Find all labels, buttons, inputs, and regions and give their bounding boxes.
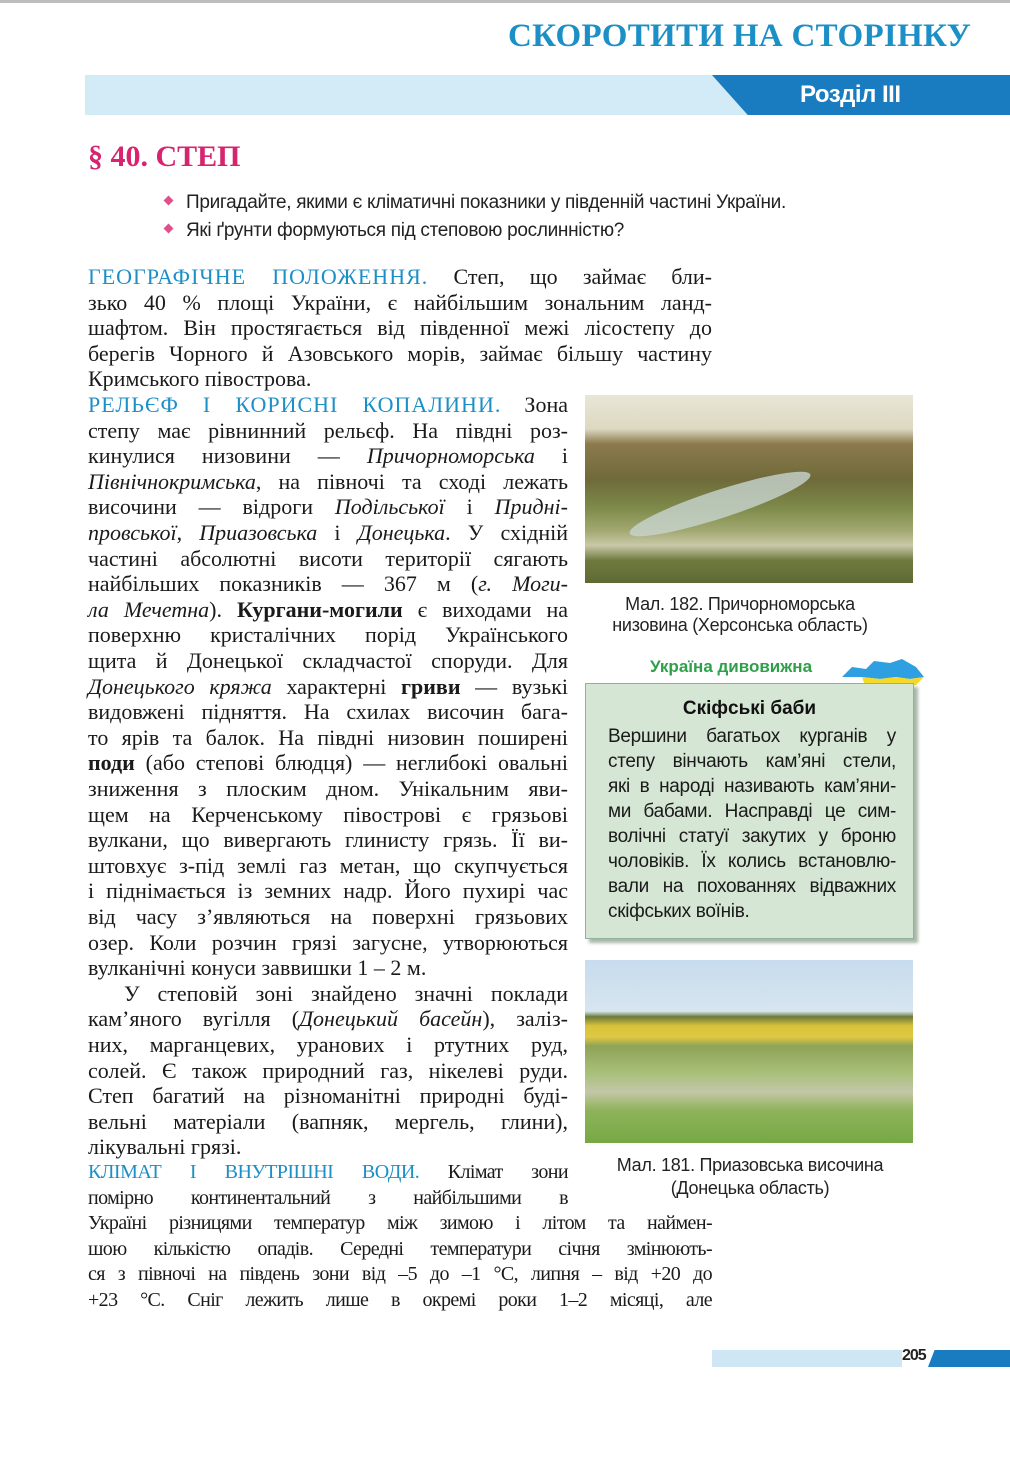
text-segment: солей. Є також природний газ, нікелеві руди. bbox=[88, 1057, 568, 1083]
river-shape bbox=[625, 461, 814, 546]
text-line bbox=[88, 1006, 568, 1031]
text-line bbox=[88, 443, 568, 468]
text-segment: Придні- bbox=[494, 494, 568, 520]
bullet-icon bbox=[164, 196, 174, 206]
text-segment: щем на Керченському півострові є грязьові bbox=[88, 801, 568, 827]
text-line bbox=[88, 776, 568, 801]
steppe-lowland-photo bbox=[585, 395, 913, 583]
text-line bbox=[88, 597, 568, 622]
text-line bbox=[88, 955, 568, 980]
text-segment: височини — відроги bbox=[88, 494, 335, 520]
text-line bbox=[88, 366, 712, 391]
section-label: Розділ III bbox=[800, 81, 901, 108]
text-segment: них, марганцевих, уранових і ртутних руд, bbox=[88, 1032, 568, 1057]
text-line bbox=[88, 827, 568, 852]
text-segment: (або степові блюдця) — неглибокі овальні bbox=[134, 750, 568, 776]
text-line bbox=[88, 315, 712, 340]
section-heading: РЕЛЬЄФ І КОРИСНІ КОПАЛИНИ. bbox=[88, 392, 502, 417]
text-line bbox=[88, 1211, 712, 1236]
text-segment: Донецький басейн bbox=[299, 1006, 483, 1032]
text-segment: провської bbox=[88, 520, 177, 545]
text-line bbox=[88, 622, 568, 647]
text-line bbox=[88, 904, 568, 929]
question-item bbox=[165, 192, 786, 214]
text-segment: ла Мечетна bbox=[88, 596, 210, 622]
page-number: 205 bbox=[902, 1347, 926, 1364]
text-line bbox=[88, 418, 568, 443]
text-line bbox=[88, 571, 568, 596]
text-segment: — вузькі bbox=[460, 673, 568, 699]
text-segment: і піднімається із земних надр. Його пухирі час bbox=[88, 878, 568, 904]
text-segment: вулкани, що вивергають глинисту грязь. Її ви- bbox=[88, 827, 568, 853]
azov-upland-photo bbox=[585, 960, 913, 1143]
text-line bbox=[88, 674, 568, 699]
text-segment: Степ багатий на різноманітні природні буді- bbox=[88, 1083, 568, 1109]
text-line bbox=[88, 520, 568, 545]
text-segment: Кримського півострова. bbox=[88, 366, 312, 392]
text-segment: . У східній bbox=[445, 520, 568, 545]
text-segment: У степовій зоні знайдено значні поклади bbox=[124, 980, 568, 1006]
text-segment: , bbox=[176, 520, 200, 545]
sidebar-text-line: чоловіків. Їх колись встановлю- bbox=[608, 851, 896, 872]
text-segment: ся з півночі на південь зони від –5 до –1 °С, липня – від +20 до bbox=[88, 1263, 712, 1286]
text-line bbox=[88, 1288, 712, 1313]
text-segment: шафтом. Він простягається від південної межі лісостепу до bbox=[88, 315, 712, 341]
text-segment: Клімат зони bbox=[419, 1161, 568, 1183]
caption-line: низовина (Херсонська область) bbox=[612, 615, 868, 635]
text-segment: гриви bbox=[401, 673, 461, 699]
text-segment: ). bbox=[209, 596, 237, 622]
text-line bbox=[88, 750, 568, 775]
text-segment: характерні bbox=[271, 673, 402, 699]
text-line bbox=[88, 494, 568, 519]
text-line bbox=[88, 1083, 568, 1108]
text-segment: лікувальні грязі. bbox=[88, 1134, 242, 1160]
text-segment: Україні різницями температур між зимою і літом та наймен- bbox=[88, 1212, 712, 1235]
sidebar-text-line: які в народі називають кам’яни- bbox=[608, 776, 896, 797]
text-line bbox=[88, 1262, 712, 1287]
top-border bbox=[0, 0, 1010, 3]
text-segment: поверхню кристалічних порід Українського bbox=[88, 622, 568, 648]
text-segment: видовжені підняття. На схилах височин бага- bbox=[88, 699, 568, 725]
figure-caption bbox=[598, 1155, 902, 1199]
text-segment: є виходами на bbox=[402, 596, 569, 622]
text-segment: Приазовська bbox=[199, 520, 318, 545]
text-segment: щита й Донецької складчастої споруди. Для bbox=[88, 648, 568, 673]
text-line bbox=[88, 1109, 568, 1134]
question-item bbox=[165, 220, 624, 242]
text-segment: Подільської bbox=[334, 494, 445, 520]
text-segment: Причорноморська bbox=[366, 443, 535, 469]
bullet-icon bbox=[164, 224, 174, 234]
text-line bbox=[88, 1058, 568, 1083]
text-segment: г. Моги- bbox=[478, 571, 568, 597]
text-segment: , на півночі та сході лежать bbox=[255, 468, 568, 494]
header-title: СКОРОТИТИ НА СТОРІНКУ bbox=[508, 18, 972, 54]
text-segment: Степ, що займає бли- bbox=[428, 264, 712, 289]
text-segment: найбільших показників — 367 м ( bbox=[88, 571, 479, 597]
text-segment: помірно континентальний з найбільшими в bbox=[88, 1186, 568, 1209]
text-segment: Донецького кряжа bbox=[88, 673, 272, 699]
question-text: Пригадайте, якими є кліматичні показники у південній частині України. bbox=[186, 192, 786, 213]
section-heading: КЛІМАТ І ВНУТРІШНІ ВОДИ. bbox=[88, 1161, 420, 1183]
footer-band bbox=[712, 1350, 902, 1367]
text-line bbox=[88, 802, 568, 827]
question-text: Які ґрунти формуються під степовою рослинністю? bbox=[186, 220, 625, 241]
text-segment: то ярів та балок. На півдні низовин поширені bbox=[88, 724, 568, 750]
text-segment: кам’яного вугілля ( bbox=[88, 1006, 300, 1032]
text-line bbox=[88, 341, 712, 366]
text-segment: частині абсолютні висоти території сягають bbox=[88, 545, 568, 571]
text-segment: Північнокримська bbox=[88, 468, 256, 494]
sidebar-text-line: скіфських воїнів. bbox=[608, 901, 750, 922]
text-segment: зниження з плоским дном. Унікальним яви- bbox=[88, 776, 568, 801]
text-line bbox=[88, 469, 568, 494]
text-segment: шою кількістю опадів. Середні температури січня змінюють- bbox=[88, 1237, 712, 1260]
footer-band-dark bbox=[928, 1350, 1010, 1367]
section-heading: ГЕОГРАФІЧНЕ ПОЛОЖЕННЯ. bbox=[88, 264, 429, 289]
sidebar-text-line: вали на похованнях відважних bbox=[608, 876, 896, 897]
text-segment: Зона bbox=[501, 392, 568, 417]
text-segment: Донецька bbox=[357, 520, 446, 545]
text-segment: степу має рівнинний рельєф. На півдні роз- bbox=[88, 417, 568, 443]
text-line bbox=[88, 1160, 568, 1185]
caption-line: Мал. 182. Причорноморська bbox=[625, 594, 855, 614]
text-line bbox=[88, 878, 568, 903]
text-line bbox=[88, 725, 568, 750]
text-line bbox=[88, 290, 712, 315]
text-line bbox=[88, 264, 712, 289]
text-line bbox=[88, 930, 568, 955]
sidebar-box bbox=[585, 683, 914, 939]
text-segment: і bbox=[534, 443, 568, 469]
sidebar-text-line: Вершини багатьох курганів у bbox=[608, 726, 896, 747]
text-line bbox=[88, 1032, 568, 1057]
text-segment: поди bbox=[88, 750, 135, 776]
text-line bbox=[88, 1237, 712, 1262]
caption-line: (Донецька область) bbox=[670, 1178, 830, 1198]
text-segment: від часу з’являються на поверхні грязьових bbox=[88, 904, 568, 929]
text-line bbox=[88, 699, 568, 724]
sidebar-label: Україна дивовижна bbox=[650, 657, 813, 676]
figure-caption bbox=[590, 594, 890, 636]
caption-line: Мал. 181. Приазовська височина bbox=[616, 1155, 884, 1175]
text-segment: вельні матеріали (вапняк, мергель, глини), bbox=[88, 1108, 568, 1134]
sidebar-text-line: волічні статуї закутих у броню bbox=[608, 826, 896, 847]
text-segment: +23 °С. Сніг лежить лише в окремі роки 1–2 місяці, але bbox=[88, 1289, 712, 1311]
sidebar-text-line: степу вінчають кам’яні стели, bbox=[608, 751, 896, 772]
text-segment: і bbox=[444, 494, 495, 520]
text-line bbox=[88, 392, 568, 417]
text-segment: кинулися низовини — bbox=[88, 443, 367, 469]
text-segment: озер. Коли розчин грязі загусне, утворюються bbox=[88, 929, 568, 955]
text-line bbox=[88, 1134, 568, 1159]
text-segment: вулканічні конуси заввишки 1 – 2 м. bbox=[88, 955, 427, 981]
text-line bbox=[88, 1186, 568, 1211]
text-line bbox=[88, 648, 568, 673]
text-segment: зько 40 % площі України, є найбільшим зональним ланд- bbox=[88, 289, 712, 315]
text-line bbox=[88, 853, 568, 878]
text-segment: берегів Чорного й Азовського морів, займає більшу частину bbox=[88, 340, 712, 366]
text-segment: штовхує з-під землі газ метан, що скупчується bbox=[88, 852, 568, 878]
text-segment: і bbox=[317, 520, 358, 545]
text-line bbox=[88, 546, 568, 571]
sidebar-text-line: ми бабами. Насправді це сим- bbox=[608, 801, 896, 822]
text-segment: Кургани-могили bbox=[236, 596, 403, 622]
sidebar-title: Скіфські баби bbox=[682, 698, 817, 719]
paragraph-title: § 40. СТЕП bbox=[88, 140, 241, 173]
text-line bbox=[88, 981, 568, 1006]
text-segment: ), заліз- bbox=[482, 1006, 568, 1032]
